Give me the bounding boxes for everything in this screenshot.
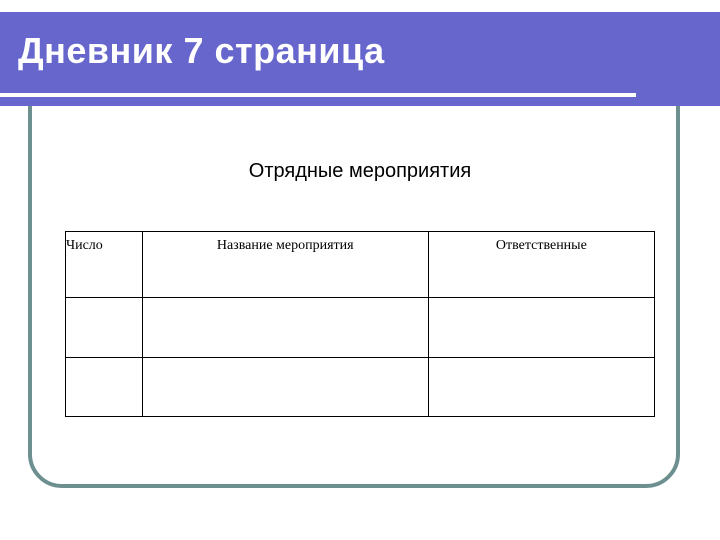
table-cell[interactable] xyxy=(428,298,654,358)
header-date: Число xyxy=(66,232,143,298)
table-row xyxy=(66,357,655,417)
title-underline xyxy=(0,93,636,97)
header-responsible: Ответственные xyxy=(428,232,654,298)
slide-title: Дневник 7 страница xyxy=(18,30,385,71)
table-cell[interactable] xyxy=(142,357,428,417)
table-cell[interactable] xyxy=(142,298,428,358)
table-row xyxy=(66,298,655,358)
table-cell[interactable] xyxy=(428,357,654,417)
events-table xyxy=(65,231,655,417)
header-event-name: Название мероприятия xyxy=(142,232,428,298)
table-caption: Отрядные мероприятия xyxy=(248,160,472,182)
table-cell[interactable] xyxy=(66,298,143,358)
table-header-row xyxy=(66,232,655,298)
table-cell[interactable] xyxy=(66,357,143,417)
title-bar-tab xyxy=(678,12,720,106)
